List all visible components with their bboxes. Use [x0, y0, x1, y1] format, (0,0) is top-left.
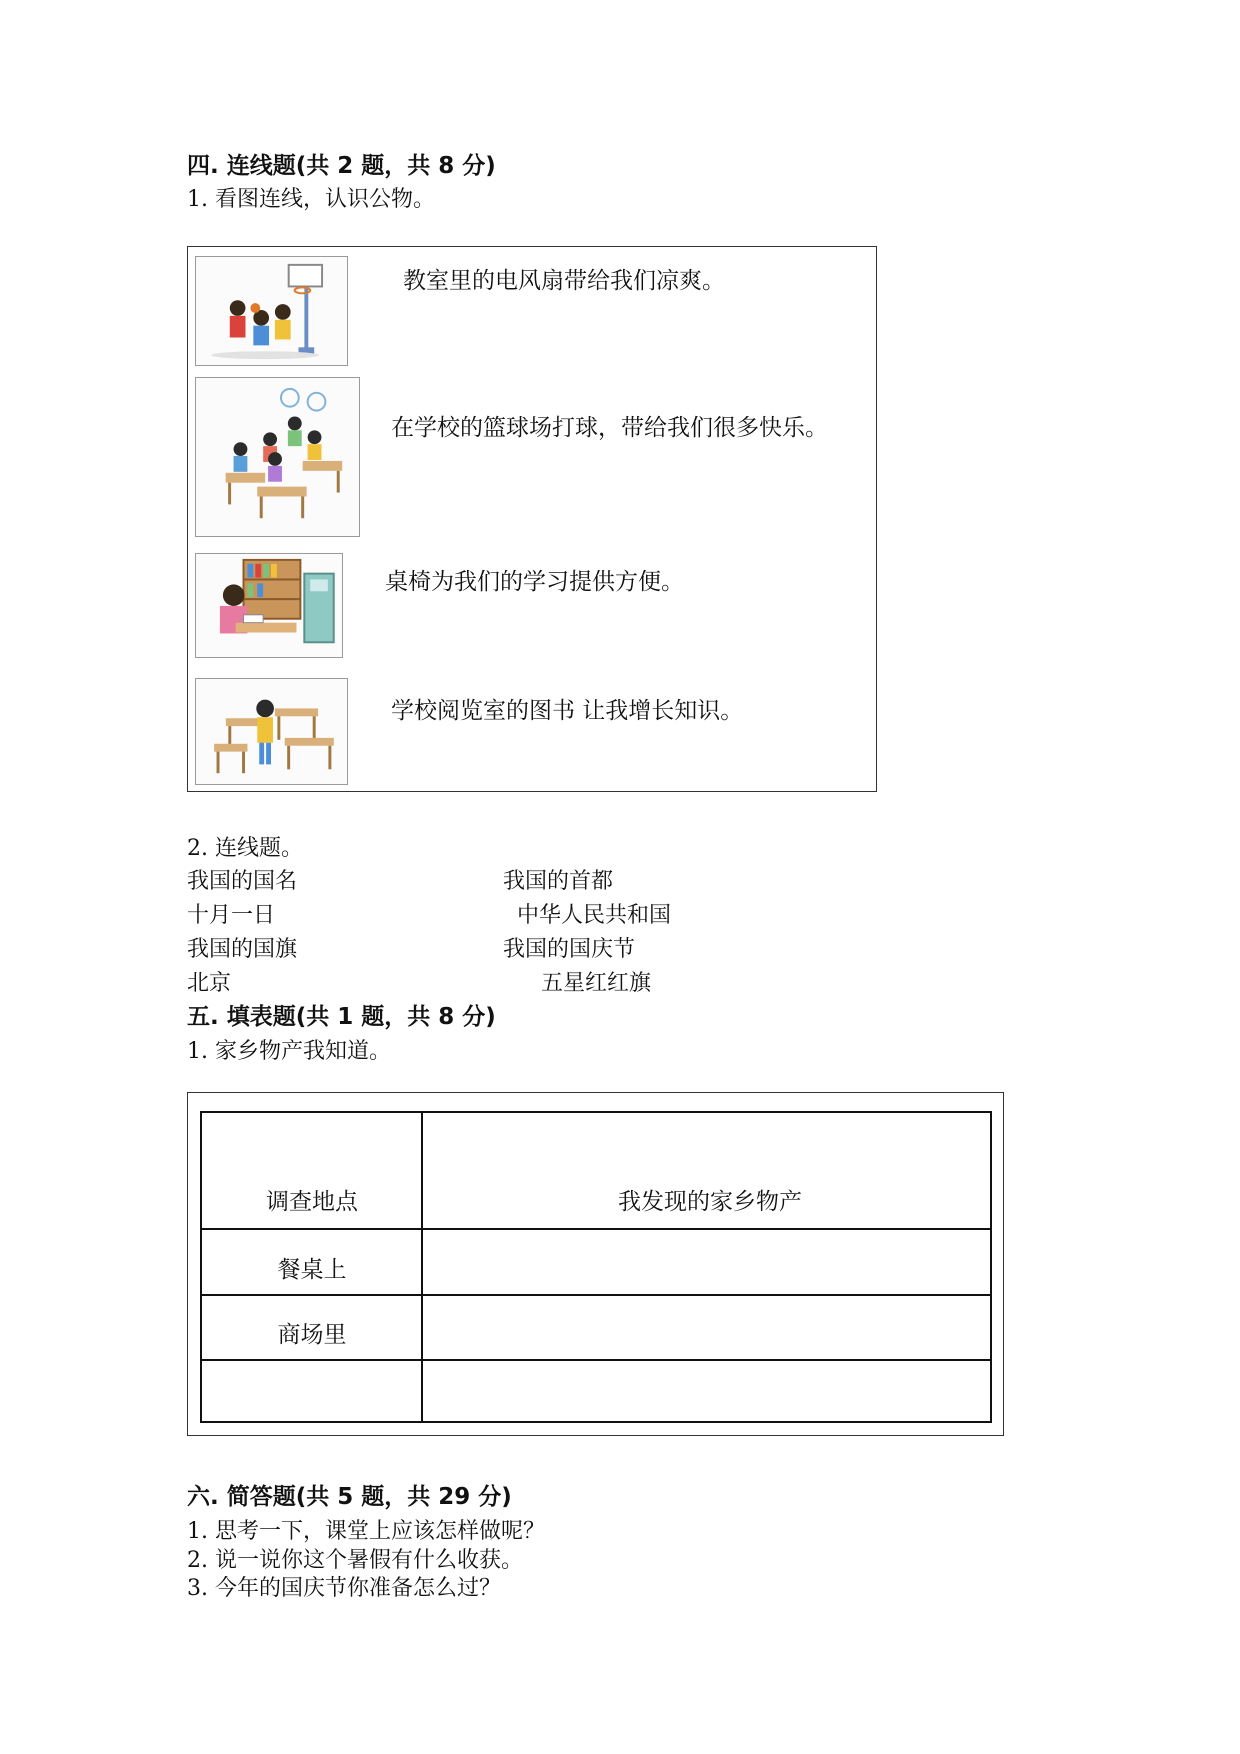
table-header-produce: 我发现的家乡物产	[618, 1189, 802, 1215]
picture-matching-box	[187, 246, 877, 792]
table-header-location: 调查地点	[266, 1189, 358, 1215]
match-left-2[interactable]: 十月一日	[187, 903, 276, 928]
match-sentence-4[interactable]: 学校阅览室的图书 让我增长知识。	[391, 698, 744, 724]
section5-q1-prompt: 1. 家乡物产我知道。	[187, 1039, 391, 1064]
section6-title: 六. 简答题(共 5 题，共 29 分)	[187, 1484, 512, 1510]
desks-chairs-picture[interactable]	[195, 678, 348, 785]
match-sentence-1[interactable]: 教室里的电风扇带给我们凉爽。	[403, 268, 725, 294]
match-left-4[interactable]: 北京	[187, 971, 232, 996]
library-reading-picture[interactable]	[195, 553, 343, 658]
section4-q2-prompt: 2. 连线题。	[187, 836, 303, 861]
section6-question-2: 2. 说一说你这个暑假有什么收获。	[187, 1548, 523, 1573]
basketball-court-picture[interactable]	[195, 256, 348, 366]
table-cell-location-1: 餐桌上	[277, 1257, 347, 1283]
produce-table	[200, 1111, 992, 1423]
section5-title: 五. 填表题(共 1 题，共 8 分)	[187, 1004, 496, 1030]
section4-title: 四. 连线题(共 2 题，共 8 分)	[187, 153, 496, 179]
section6-question-3: 3. 今年的国庆节你准备怎么过？	[187, 1576, 501, 1601]
section6-question-1: 1. 思考一下，课堂上应该怎样做呢？	[187, 1519, 545, 1544]
match-sentence-2[interactable]: 在学校的篮球场打球，带给我们很多快乐。	[391, 415, 828, 441]
match-left-3[interactable]: 我国的国旗	[187, 937, 298, 962]
section4-q1-prompt: 1. 看图连线，认识公物。	[187, 187, 435, 212]
match-left-1[interactable]: 我国的国名	[187, 869, 298, 894]
match-right-3[interactable]: 我国的国庆节	[503, 937, 636, 962]
table-cell-location-2: 商场里	[277, 1322, 347, 1348]
classroom-fan-picture[interactable]	[195, 377, 360, 537]
match-right-1[interactable]: 我国的首都	[503, 869, 614, 894]
match-sentence-3[interactable]: 桌椅为我们的学习提供方便。	[385, 569, 684, 595]
match-right-2[interactable]: 中华人民共和国	[517, 903, 672, 928]
match-right-4[interactable]: 五星红红旗	[541, 971, 652, 996]
